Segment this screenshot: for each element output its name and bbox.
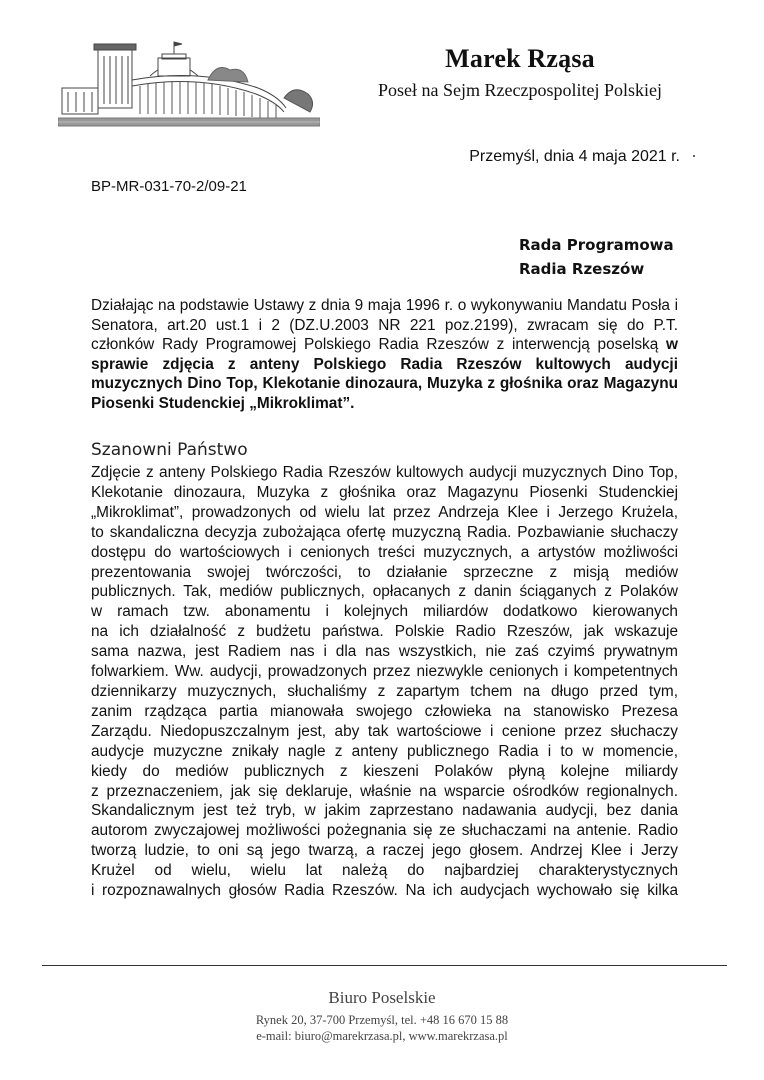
body-line: to skandaliczna decyzja zubożająca ofertę muzyczną Radia. Pozbawianie słuchaczy [91, 523, 678, 541]
body-line: kiedy do mediów publicznych z kieszeni Polaków płyną kolejne miliardy [91, 762, 678, 780]
recipient-line: Radia Rzeszów [519, 260, 645, 278]
body-line: prezentowania swojej twórczości, to działanie sprzeczne z misją mediów [91, 563, 678, 581]
intro-subject: w sprawie zdjęcia z anteny Polskiego Radia Rzeszów kultowych audycji muzycznych Dino Top, Klekotanie dinozaura, Muzyka z głośnika oraz Magazynu Piosenki Studenckiej „Mikroklimat”. [91, 336, 678, 412]
body-line: tworzą ludzie, to oni są jego twarzą, a raczej jego głosem. Andrzej Klee i Jerzy [91, 842, 678, 860]
reference-number: BP-MR-031-70-2/09-21 [91, 178, 247, 195]
footer-title: Biuro Poselskie [328, 988, 436, 1007]
recipient-line: Rada Programowa [519, 236, 674, 254]
recipient-block [519, 233, 674, 281]
sender-name: Marek Rząsa [445, 44, 595, 73]
body-line: dostępu do wartościowych i cenionych treści muzycznych, a artystów możliwości [91, 543, 678, 561]
body-line: Krużel od wielu, wielu lat należą do najbardziej charakterystycznych [91, 862, 678, 880]
intro-paragraph [91, 296, 678, 414]
sejm-building-icon [58, 40, 320, 130]
body-line: w ramach tzw. abonamentu i kolejnych miliardów dodatkowo kierowanych [91, 603, 678, 621]
body-line: zanim rządząca partia mianowała swojego człowieka na stanowisko Prezesa [91, 702, 678, 720]
footer-address: Rynek 20, 37-700 Przemyśl, tel. +48 16 670 15 88 [255, 1013, 509, 1027]
body-line: publicznych. Tak, mediów publicznych, opłacanych z danin ściąganych z Polaków [91, 583, 678, 601]
body-line: i rozpoznawalnych głosów Radia Rzeszów. Na ich audycjach wychowało się kilka [91, 882, 678, 900]
intro-text: Działając na podstawie Ustawy z dnia 9 maja 1996 r. o wykonywaniu Mandatu Posła i Senatora, art.20 ust.1 i 2 (DZ.U.2003 NR 221 poz.2199), zwracam się do P.T. członków Rady Programowej Polskiego Radia Rzeszów z interwencją poselską [91, 297, 678, 354]
body-line: dziennikarzy muzycznych, słuchaliśmy z zapartym tchem na długo przed tym, [91, 682, 678, 700]
body-line: Zdjęcie z anteny Polskiego Radia Rzeszów kultowych audycji muzycznych Dino Top, [91, 464, 678, 481]
body-line: Skandalicznym jest też tryb, w jakim zaprzestano nadawania audycji, bez dania [91, 802, 678, 820]
scan-speck [693, 155, 695, 157]
body-line: autorom zwyczajowej możliwości pożegnania się ze słuchaczami na antenie. Radio [91, 822, 678, 840]
body-line: Klekotanie dinozaura, Muzyka z głośnika oraz Magazynu Piosenki Studenckiej [91, 483, 678, 501]
sender-title: Poseł na Sejm Rzeczpospolitej Polskiej [378, 80, 662, 100]
body-line: audycje muzyczne znikały nagle z anteny publicznego Radia i to w momencie, [91, 742, 678, 760]
body-line: na ich działalność z budżetu państwa. Polskie Radio Rzeszów, jak wskazuje [91, 623, 678, 641]
body-line: „Mikroklimat”, prowadzonych od wielu lat przez Andrzeja Klee i Jerzego Krużela, [91, 503, 678, 521]
body-line: folwarkiem. Ww. audycji, prowadzonych przez niezwykle cenionych i kompetentnych [91, 663, 678, 681]
body-line: sama nazwa, jest Radiem nas i dla nas wszystkich, nie zaś czyimś prywatnym [91, 643, 678, 661]
footer-contact: e-mail: biuro@marekrzasa.pl, www.marekrzasa.pl [256, 1029, 508, 1043]
footer-divider [42, 965, 727, 966]
body-line: Zarządu. Niedopuszczalnym jest, aby tak wartościowe i cenione przez słuchaczy [91, 722, 678, 740]
body-line: z przeznaczeniem, jak się deklaruje, właśnie na wsparcie ośrodków regionalnych. [91, 782, 678, 800]
body-paragraph [91, 463, 678, 901]
letter-date: Przemyśl, dnia 4 maja 2021 r. [469, 148, 680, 165]
greeting: Szanowni Państwo [91, 440, 248, 460]
